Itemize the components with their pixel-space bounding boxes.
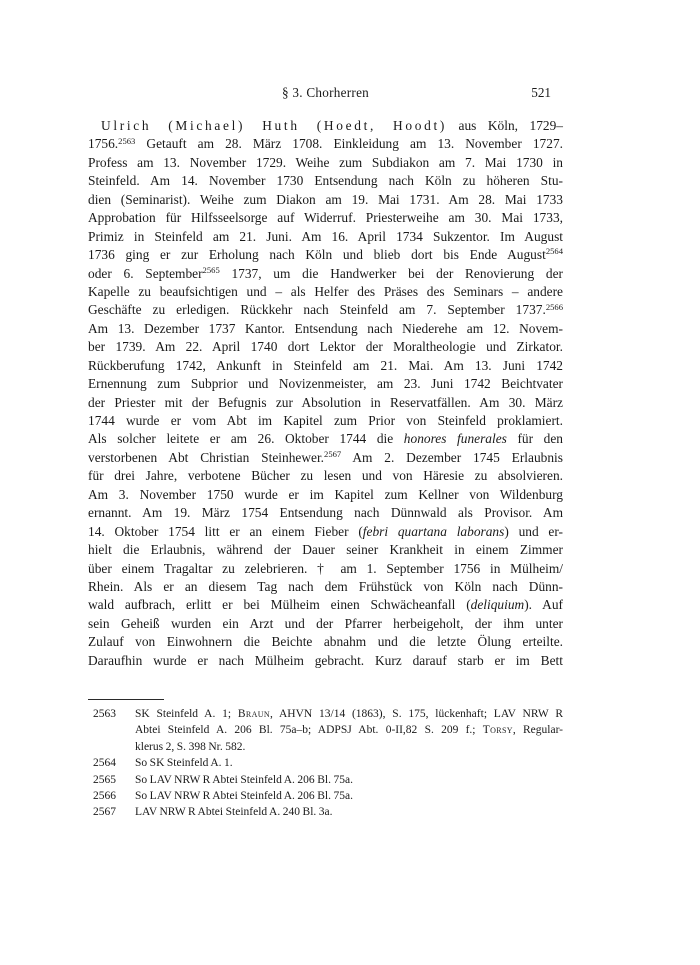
main-text-block [88, 117, 563, 670]
text-run: Rhein. Als er an diesem Tag nach dem Frühstück von Köln nach Dünn- [88, 578, 563, 594]
section-title: § 3. Chorherren [281, 85, 370, 100]
footnote-line [135, 755, 563, 771]
text-run: 1756. [88, 136, 119, 152]
text-run: , AHVN 13/14 (1863), S. 175, lückenhaft; LAV NRW R [269, 708, 563, 720]
text-run: 1737, um die Handwerker bei der Renovierung der [219, 265, 563, 281]
text-run: Geschäfte zu erledigen. Rückkehr nach Steinfeld am 7. September 1737. [88, 302, 546, 318]
text-run: Am 13. Dezember 1737 Kantor. Entsendung nach Niederehe am 12. Novem- [88, 320, 563, 336]
text-run: Profess am 13. November 1729. Weihe zum Subdiakon am 7. Mai 1730 in [88, 154, 563, 170]
text-line [88, 172, 563, 190]
footnote-ref: 2566 [545, 301, 563, 312]
text-line [88, 467, 563, 485]
text-line [88, 228, 563, 246]
text-run: der Priester mit der Befugnis zur Absolution in Reservatfällen. Am 30. März [88, 394, 563, 410]
author-name-smallcaps: Torsy [482, 724, 513, 737]
footnote-line [135, 788, 563, 804]
text-line [88, 209, 563, 227]
text-line [88, 265, 563, 283]
text-run: Getauft am 28. März 1708. Einkleidung am 13. November 1727. [135, 136, 563, 152]
text-run: Am 3. November 1750 wurde er im Kapitel zum Kellner von Wildenburg [88, 486, 563, 502]
text-line [88, 596, 563, 614]
text-run: So LAV NRW R Abtei Steinfeld A. 206 Bl. 75a. [135, 773, 353, 786]
text-run: Steinfeld. Am 14. November 1730 Entsendung nach Köln zu höheren Stu- [88, 173, 563, 189]
footnote-text [135, 772, 563, 788]
footnotes-block [88, 706, 563, 821]
footnote-ref: 2567 [324, 449, 342, 460]
text-line [88, 283, 563, 301]
text-run: sein Geheiß wurden ein Arzt und der Pfarrer herbeigeholt, der ihm unter [88, 615, 563, 631]
footnote-text [135, 804, 563, 820]
text-line [88, 430, 563, 448]
person-name: Ulrich (Michael) Huth (Hoedt, Hoodt) [101, 118, 448, 133]
text-run: ernannt. Am 19. März 1754 Entsendung nach Dünnwald als Provisor. Am [88, 505, 563, 521]
text-line [88, 615, 563, 633]
footnote-line [135, 706, 563, 722]
footnote-number: 2566 [93, 790, 116, 803]
text-run: So SK Steinfeld A. 1. [135, 757, 233, 770]
text-run: dien (Seminarist). Weihe zum Diakon am 19. Mai 1731. Am 28. Mai 1733 [88, 191, 563, 207]
text-line [88, 541, 563, 559]
text-run: Daraufhin wurde er nach Mülheim gebracht. Kurz darauf starb er im Bett [88, 652, 563, 668]
text-run: , Regular- [512, 724, 563, 737]
text-run: über einem Tragaltar zu zelebrieren. † am 1. September 1756 in Mülheim/ [88, 560, 563, 576]
text-line [88, 135, 563, 153]
footnote-text [135, 755, 563, 771]
text-run: Ernennung zum Subprior und Novizenmeister, am 23. Juni 1742 Beichtvater [88, 376, 563, 392]
text-run: für den [506, 431, 563, 447]
text-line [88, 652, 563, 670]
text-line [88, 191, 563, 209]
text-line [88, 154, 563, 172]
footnote-item [88, 772, 563, 788]
text-run: Als solcher leitete er am 26. Oktober 1744 die [88, 431, 404, 447]
page-number: 521 [531, 85, 551, 100]
text-run: Am 2. Dezember 1745 Erlaubnis [341, 449, 563, 465]
footnote-number: 2567 [93, 806, 116, 819]
footnote-line [135, 804, 563, 820]
text-line [88, 523, 563, 541]
text-run: oder 6. September [88, 265, 203, 281]
text-line [88, 301, 563, 319]
footnote-number: 2564 [93, 757, 116, 770]
footnote-ref: 2565 [202, 264, 220, 275]
text-line [88, 633, 563, 651]
text-line [88, 320, 563, 338]
footnote-line [135, 772, 563, 788]
text-line [88, 338, 563, 356]
footnote-line [135, 739, 563, 755]
text-line [88, 394, 563, 412]
running-header [88, 84, 563, 102]
footnote-item [88, 706, 563, 755]
text-run: ) und er- [504, 523, 564, 539]
text-run: SK Steinfeld A. 1; [135, 708, 238, 720]
text-run: 14. Oktober 1754 litt er an einem Fieber ( [88, 523, 363, 539]
text-run: klerus 2, S. 398 Nr. 582. [135, 740, 246, 753]
text-line [88, 412, 563, 430]
text-run: Zulauf von Einwohnern die Beichte abnahm und die letzte Ölung erteilte. [88, 634, 563, 650]
text-run: Primiz in Steinfeld am 21. Juni. Am 16. April 1734 Sukzentor. Im August [88, 228, 563, 244]
latin-term: deliquium [470, 597, 525, 613]
text-run: hielt die Erlaubnis, während der Dauer seiner Krankheit in einem Zimmer [88, 542, 563, 558]
text-run: 1736 ging er zur Erholung nach Köln und blieb dort bis Ende August [88, 247, 546, 263]
text-line [88, 560, 563, 578]
text-run: So LAV NRW R Abtei Steinfeld A. 206 Bl. 75a. [135, 790, 353, 803]
text-run: aus Köln, 1729– [447, 118, 563, 133]
footnote-line [135, 722, 563, 738]
text-line [88, 357, 563, 375]
text-line [88, 375, 563, 393]
footnote-text [135, 706, 563, 755]
text-line [88, 117, 563, 135]
footnote-item [88, 804, 563, 820]
footnote-number: 2565 [93, 773, 116, 786]
text-line [88, 449, 563, 467]
footnote-ref: 2563 [118, 135, 136, 146]
footnote-text [135, 788, 563, 804]
text-run: Approbation für Hilfsseelsorge auf Widerruf. Priesterweihe am 30. Mai 1733, [88, 210, 563, 226]
latin-term: febri quartana laborans [362, 523, 505, 539]
text-run: Rückberufung 1742, Ankunft in Steinfeld am 21. Mai. Am 13. Juni 1742 [88, 357, 563, 373]
latin-term: honores funerales [403, 431, 507, 447]
text-run: ). Auf [524, 597, 563, 613]
text-run: für drei Jahre, verbotene Bücher zu lesen und von Häresie zu absolvieren. [88, 468, 563, 484]
text-run: LAV NRW R Abtei Steinfeld A. 240 Bl. 3a. [135, 806, 333, 819]
author-name-smallcaps: Braun [237, 708, 270, 720]
text-line [88, 504, 563, 522]
text-line [88, 578, 563, 596]
text-run: verstorbenen Abt Christian Steinhewer. [88, 449, 325, 465]
footnote-number: 2563 [93, 708, 116, 720]
footnote-ref: 2564 [545, 246, 563, 257]
footnote-item [88, 755, 563, 771]
footnote-item [88, 788, 563, 804]
text-run: wald aufbrach, erlitt er bei Mülheim einen Schwächeanfall ( [88, 597, 471, 613]
text-run: Kapelle zu beaufsichtigen und – als Helfer des Präses des Seminars – andere [88, 283, 563, 299]
text-run: Abtei Steinfeld A. 206 Bl. 75a–b; ADPSJ Abt. 0-II,82 S. 209 f.; [135, 724, 483, 737]
text-run: 1744 wurde er vom Abt im Kapitel zum Prior von Steinfeld proklamiert. [88, 413, 563, 428]
text-line [88, 486, 563, 504]
footnote-separator [88, 699, 164, 700]
text-run: ber 1739. Am 22. April 1740 dort Lektor der Moraltheologie und Zirkator. [88, 339, 563, 355]
text-line [88, 246, 563, 264]
